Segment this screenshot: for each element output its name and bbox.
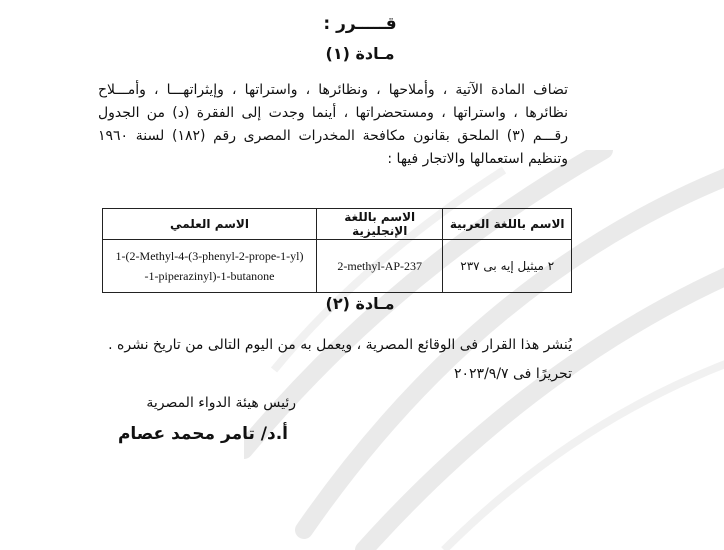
table-header-row xyxy=(103,209,572,240)
table-row xyxy=(103,240,572,293)
substance-table xyxy=(102,208,572,293)
signer-role: رئيس هيئة الدواء المصرية xyxy=(146,395,296,411)
cell-arabic-name: ٢ ميثيل إيه بى ٢٣٧ xyxy=(443,240,572,293)
header-scientific-name: الاسم العلمي xyxy=(103,209,317,240)
issue-date: تحريرًا فى ٢٠٢٣/٩/٧ xyxy=(454,366,572,382)
scientific-name-line-2: -1-piperazinyl)-1-butanone xyxy=(144,269,275,283)
article-1-heading: مـادة (١) xyxy=(325,44,395,63)
article-2-heading: مـادة (٢) xyxy=(325,294,395,313)
scientific-name-line-1: 1-(2-Methyl-4-(3-phenyl-2-prope-1-yl) xyxy=(115,249,304,263)
header-arabic-name: الاسم باللغة العربية xyxy=(443,209,572,240)
decree-title: قـــــرر : xyxy=(323,14,397,34)
cell-english-name: 2-methyl-AP-237 xyxy=(317,240,443,293)
article-2-text: يُنشر هذا القرار فى الوقائع المصرية ، ويعمل به من اليوم التالى من تاريخ نشره . xyxy=(108,337,572,353)
signer-name: أ.د/ تامر محمد عصام xyxy=(117,424,288,444)
article-1-text: تضاف المادة الآتية ، وأملاحها ، ونظائرها ، واستراتها ، وإيثراتهـــا ، وأمـــلاح نظائرها ، واستراتها ، ومستحضراتها ، أينما وجدت إلى الفقرة (د) من الجدول رقـــم (٣) الملحق بقانون مكافحة المخدرات المصرى رقم (١٨٢) لسنة ١٩٦٠ وتنظيم استعمالها والاتجار فيها : xyxy=(98,82,568,167)
header-english-name: الاسم باللغة الإنجليزية xyxy=(317,209,443,240)
cell-scientific-name xyxy=(103,240,317,293)
